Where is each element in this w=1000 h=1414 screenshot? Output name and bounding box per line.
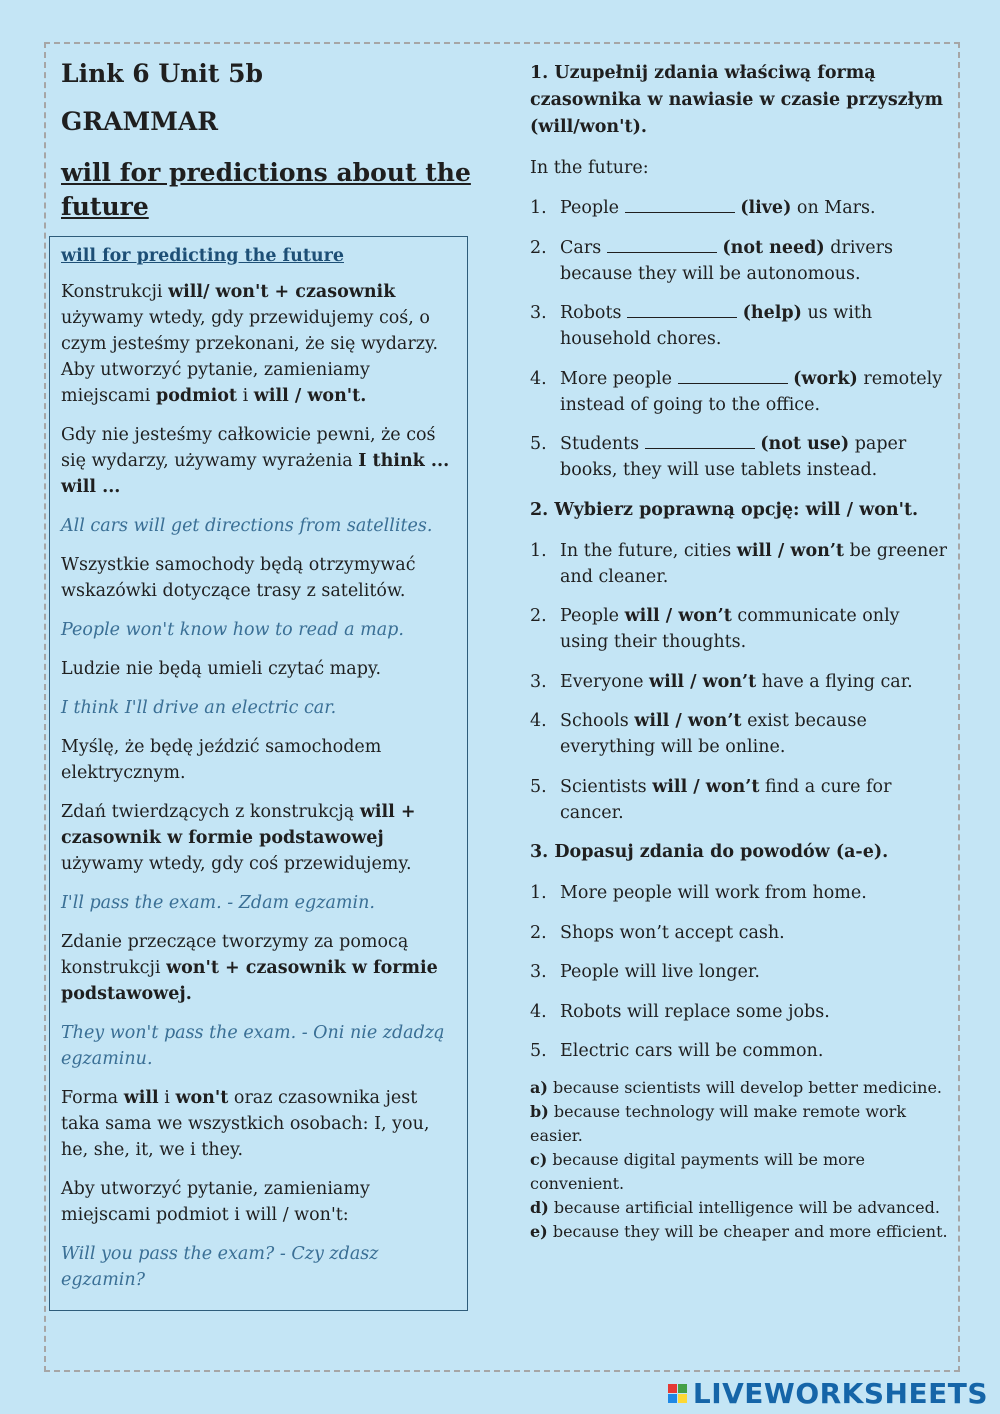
item-text: Shops won’t accept cash. <box>560 922 785 943</box>
item-number: 5. <box>530 434 547 454</box>
example-sentence: Will you pass the exam? - Czy zdasz egzamin? <box>61 1244 379 1290</box>
bold-text: will / won’t <box>736 540 845 561</box>
reason-item: a) because scientists will develop better medicine. <box>530 1077 942 1097</box>
item-number: 4. <box>530 711 547 731</box>
task-3-instruction: 3. Dopasuj zdania do powodów (a-e). <box>530 842 889 862</box>
answer-blank[interactable] <box>627 301 737 318</box>
task-2-list <box>530 538 950 826</box>
task-1-item <box>530 431 950 483</box>
bold-text: will / won't. <box>253 386 367 406</box>
rule-paragraph: Aby utworzyć pytanie, zamieniamy miejscami podmiot i will / won't: <box>61 1179 370 1225</box>
item-text: Scientists will / won’t find a cure for cancer. <box>560 776 892 823</box>
reason-letter: a) <box>530 1077 548 1097</box>
item-number: 2. <box>530 606 547 626</box>
bold-text: podmiot <box>155 386 238 406</box>
answer-blank[interactable] <box>607 236 717 253</box>
item-text: Cars (not need) drivers because they will be autonomous. <box>560 237 894 284</box>
task-1-intro: In the future: <box>530 158 649 178</box>
task-3-item <box>530 880 950 906</box>
item-number: 4. <box>530 368 547 389</box>
translation: Ludzie nie będą umieli czytać mapy. <box>61 659 382 679</box>
bold-text: will/ won't + czasownik <box>168 282 396 302</box>
task-3-item <box>530 1038 950 1064</box>
item-text: People (live) on Mars. <box>560 198 876 218</box>
item-text: Students (not use) paper books, they will use tablets instead. <box>560 434 907 480</box>
reason-letter: b) <box>530 1101 549 1121</box>
bold-text: (not need) <box>722 237 825 258</box>
bold-text: will <box>123 1088 159 1108</box>
logo-square <box>668 1394 677 1403</box>
bold-text: (not use) <box>760 434 850 454</box>
worksheet-title: Link 6 Unit 5b <box>61 59 263 88</box>
item-number: 1. <box>530 883 547 903</box>
rule-paragraph: Zdań twierdzących z konstrukcją will + czasownik w formie podstawowej używamy wtedy, gdy coś przewidujemy. <box>61 802 416 874</box>
example-sentence: I think I'll drive an electric car. <box>61 698 337 718</box>
logo-square <box>668 1384 677 1393</box>
rule-paragraph: Gdy nie jesteśmy całkowicie pewni, że coś się wydarzy, używamy wyrażenia I think ... will ... <box>61 425 450 497</box>
task-2-instruction: 2. Wybierz poprawną opcję: will / won't. <box>530 499 919 520</box>
item-number: 1. <box>530 540 547 561</box>
topic-heading: will for predictions about the future <box>61 158 471 221</box>
task-2-item <box>530 708 950 760</box>
reason-letter: d) <box>530 1197 549 1217</box>
example-sentence: All cars will get directions from satellites. <box>61 516 433 536</box>
task-1-item <box>530 366 950 418</box>
item-number: 3. <box>530 303 547 323</box>
reasons-list <box>530 1076 950 1244</box>
task-3-list <box>530 880 950 1064</box>
logo-square <box>678 1384 687 1393</box>
item-text: Electric cars will be common. <box>560 1041 824 1061</box>
task-3-item <box>530 959 950 985</box>
item-text: In the future, cities will / won’t be greener and cleaner. <box>560 540 947 587</box>
bold-text: won't + czasownik w formie podstawowej. <box>61 958 438 1004</box>
bold-text: (work) <box>793 368 858 389</box>
bold-text: (help) <box>742 303 802 323</box>
task-2-item <box>530 774 950 826</box>
answer-blank[interactable] <box>645 432 755 449</box>
example-sentence: I'll pass the exam. - Zdam egzamin. <box>61 893 375 913</box>
section-heading: GRAMMAR <box>61 107 219 136</box>
item-number: 1. <box>530 198 547 218</box>
item-text: Robots will replace some jobs. <box>560 1001 830 1022</box>
item-number: 3. <box>530 671 547 692</box>
task-1-item <box>530 300 950 352</box>
rule-paragraph: Konstrukcji will/ won't + czasownik używamy wtedy, gdy przewidujemy coś, o czym jesteśmy przekonani, że się wydarzy. Aby utworzyć pytanie, zamieniamy miejscami podmiot i will / won't. <box>61 282 439 406</box>
item-text: Schools will / won’t exist because everything will be online. <box>560 711 867 757</box>
grammar-explanation-box <box>49 236 468 1311</box>
item-number: 2. <box>530 237 547 258</box>
translation: Wszystkie samochody będą otrzymywać wskazówki dotyczące trasy z satelitów. <box>61 555 416 601</box>
bold-text: will / won’t <box>649 671 757 692</box>
item-text: People will live longer. <box>560 962 760 982</box>
item-number: 5. <box>530 1041 547 1061</box>
rule-paragraph: Forma will i won't oraz czasownika jest taka sama we wszystkich osobach: I, you, he, she, it, we i they. <box>61 1088 430 1160</box>
item-number: 4. <box>530 1001 547 1022</box>
task-3-item <box>530 920 950 946</box>
logo-square <box>678 1394 687 1403</box>
logo-text: LIVEWORKSHEETS <box>692 1376 988 1410</box>
box-subheading: will for predicting the future <box>61 246 344 266</box>
exercises-column <box>530 60 950 1244</box>
bold-text: will + czasownik w formie podstawowej <box>61 802 416 848</box>
task-1-item <box>530 235 950 287</box>
item-text: People will / won’t communicate only using their thoughts. <box>560 606 900 652</box>
item-number: 3. <box>530 962 547 982</box>
task-1-list <box>530 195 950 483</box>
item-text: More people will work from home. <box>560 883 867 903</box>
left-column <box>61 58 481 234</box>
reason-item: e) because they will be cheaper and more efficient. <box>530 1221 948 1241</box>
bold-text: won't <box>175 1088 229 1108</box>
reason-item: b) because technology will make remote work easier. <box>530 1101 907 1145</box>
item-text: Everyone will / won’t have a flying car. <box>560 671 913 692</box>
bold-text: will / won’t <box>624 606 732 626</box>
answer-blank[interactable] <box>625 196 735 213</box>
task-2-item <box>530 669 950 695</box>
answer-blank[interactable] <box>678 367 788 384</box>
item-number: 5. <box>530 776 547 797</box>
reason-item: c) because digital payments will be more convenient. <box>530 1149 865 1193</box>
reason-letter: e) <box>530 1221 548 1241</box>
translation: Myślę, że będę jeździć samochodem elektrycznym. <box>61 737 382 783</box>
bold-text: will / won’t <box>634 711 742 731</box>
task-3-item <box>530 999 950 1025</box>
reason-letter: c) <box>530 1149 548 1169</box>
example-sentence: They won't pass the exam. - Oni nie zdadzą egzaminu. <box>61 1023 445 1069</box>
bold-text: I think ... will ... <box>61 451 450 497</box>
task-1-item <box>530 195 950 221</box>
task-2-item <box>530 538 950 590</box>
reason-item: d) because artificial intelligence will be advanced. <box>530 1197 940 1217</box>
example-sentence: People won't know how to read a map. <box>61 620 404 640</box>
liveworksheets-logo <box>668 1378 988 1408</box>
item-text: More people (work) remotely instead of going to the office. <box>560 368 943 415</box>
item-number: 2. <box>530 922 547 943</box>
task-2-item <box>530 603 950 655</box>
bold-text: (live) <box>740 198 792 218</box>
item-text: Robots (help) us with household chores. <box>560 303 873 349</box>
bold-text: will / won’t <box>652 776 760 797</box>
logo-mark-icon <box>668 1384 687 1403</box>
task-1-instruction: 1. Uzupełnij zdania właściwą formą czasownika w nawiasie w czasie przyszłym (will/won't). <box>530 63 944 137</box>
rule-paragraph: Zdanie przeczące tworzymy za pomocą konstrukcji won't + czasownik w formie podstawowej. <box>61 932 438 1004</box>
